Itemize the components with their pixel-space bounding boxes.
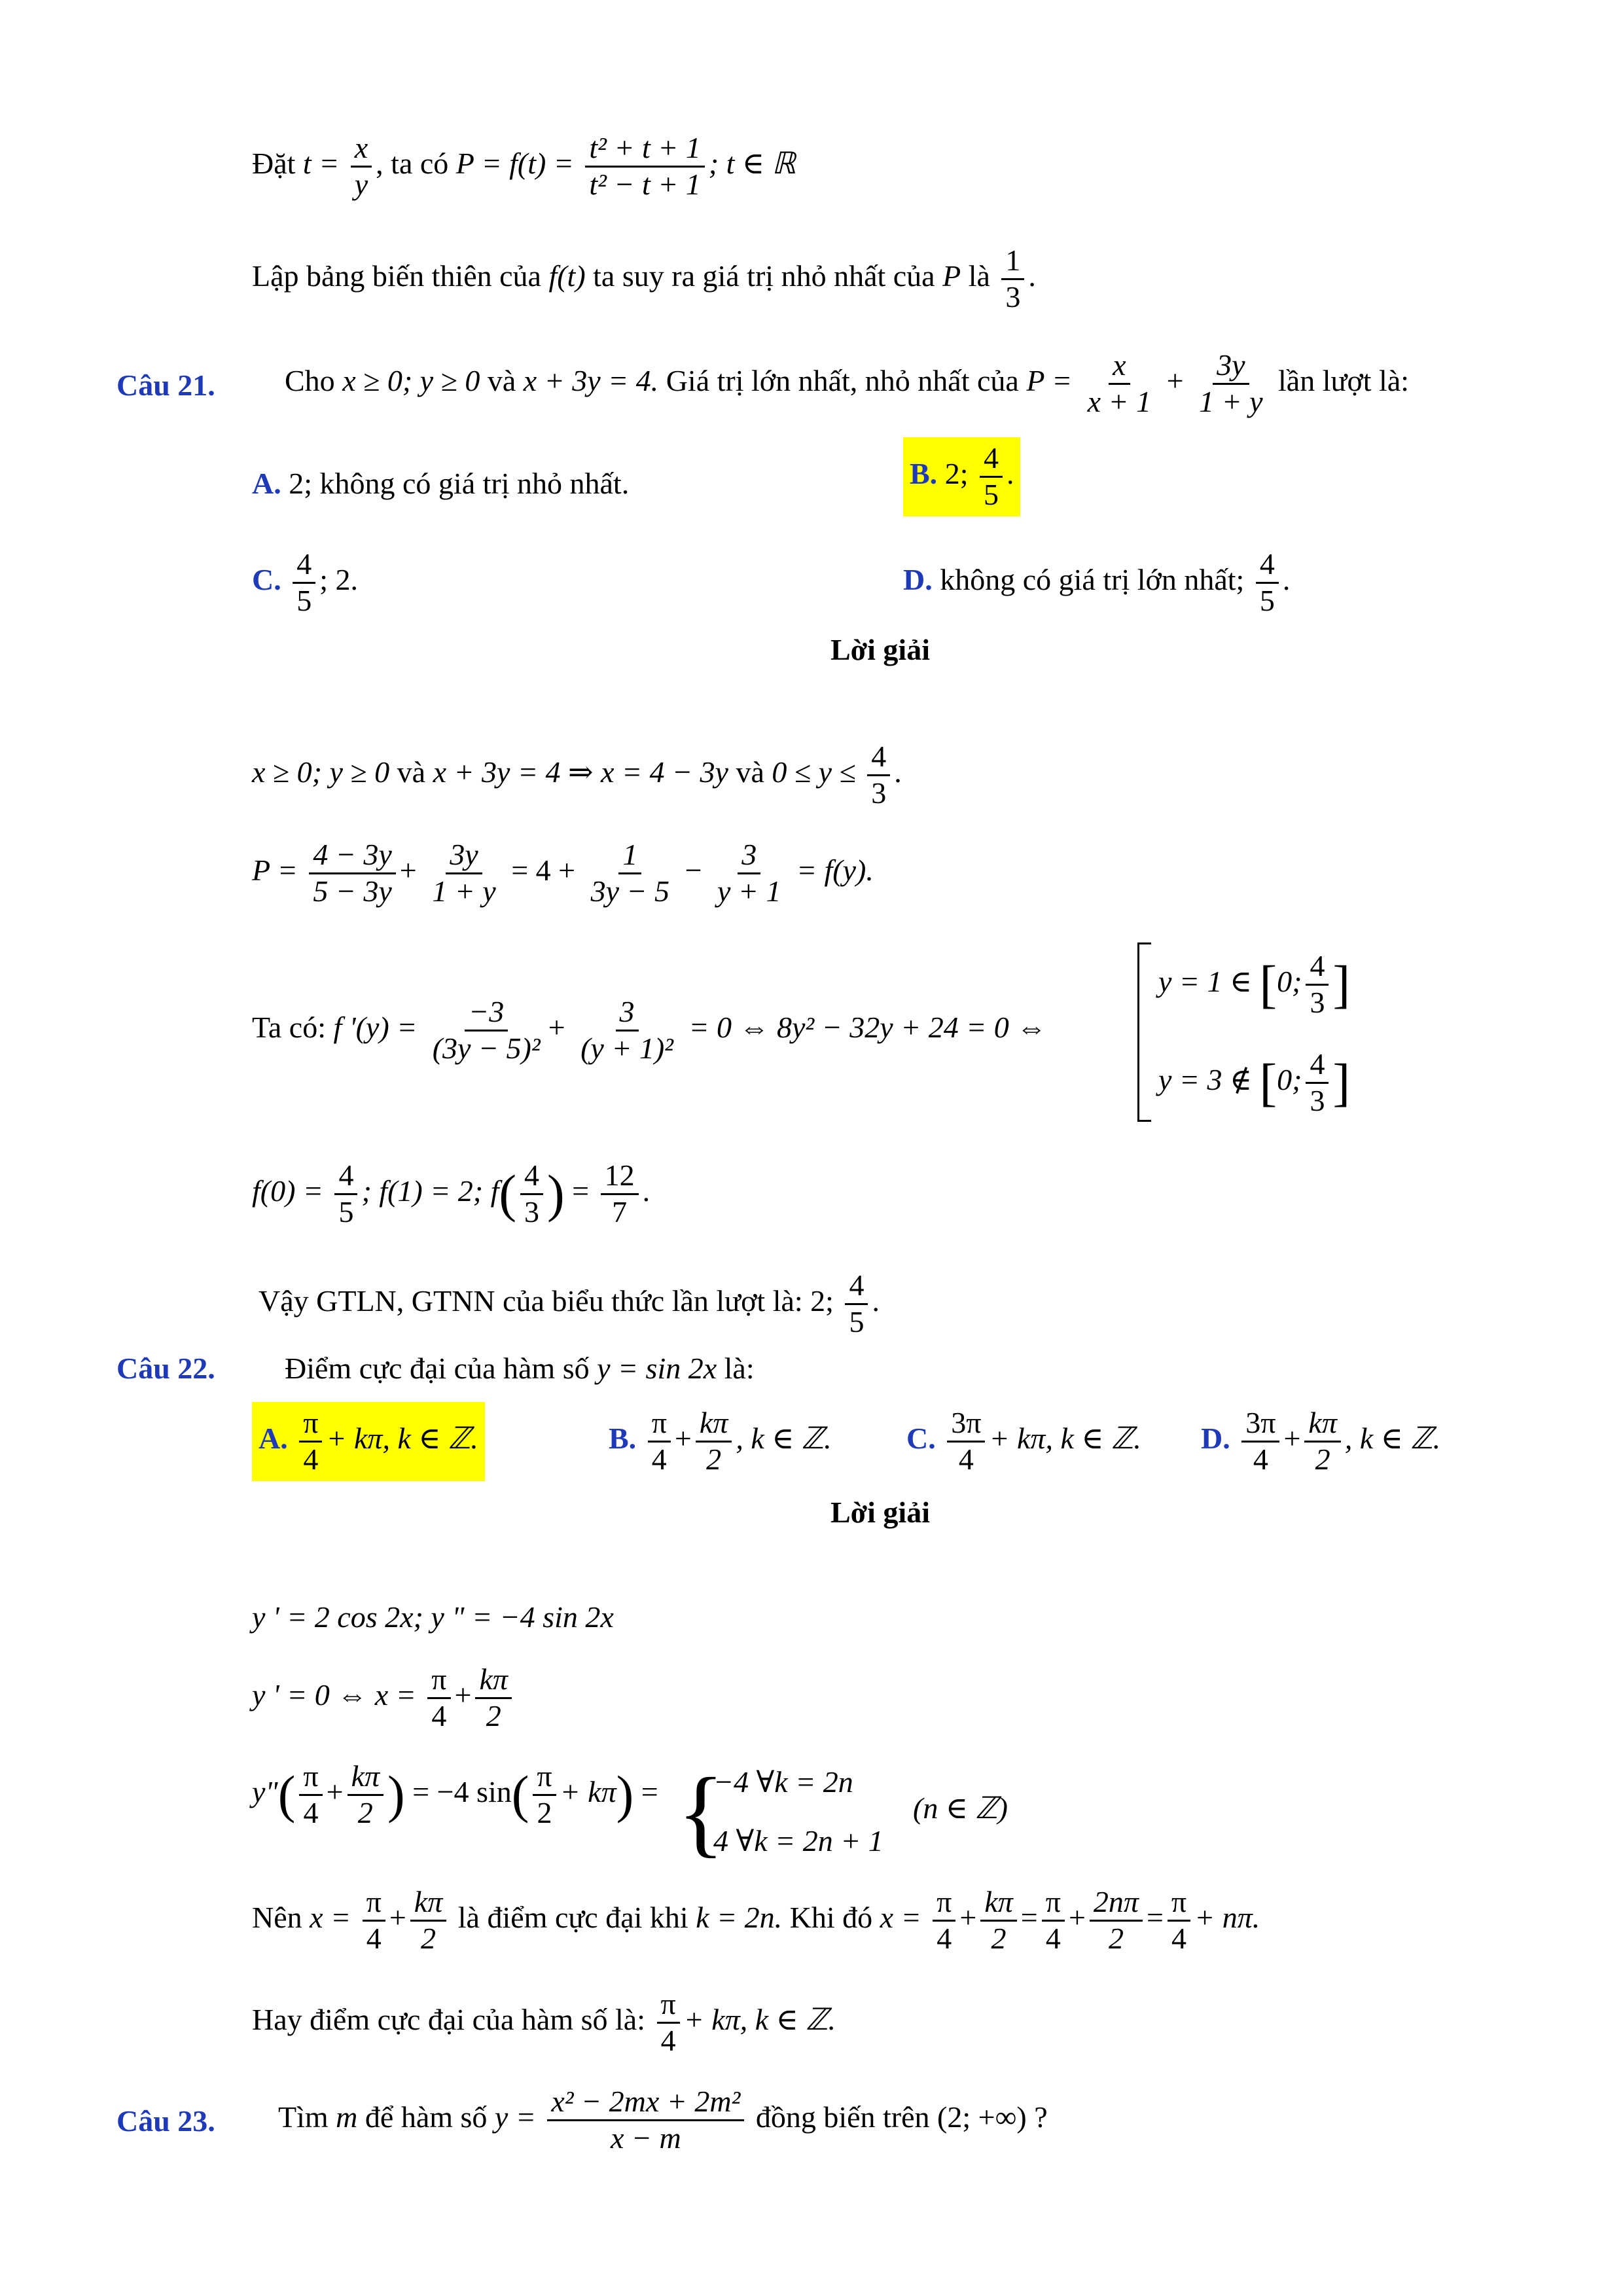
num: x xyxy=(351,131,372,168)
fraction xyxy=(363,1885,385,1956)
math: P = xyxy=(252,853,298,887)
q21-conclusion: Vậy GTLN, GTNN của biểu thức lần lượt là: 2; $\frac{4}{5}$ . xyxy=(259,1268,880,1338)
q21-case-1 xyxy=(1158,949,1350,1020)
math: + kπ, k ∈ ℤ. xyxy=(683,2002,836,2036)
text: và xyxy=(487,363,516,397)
den: 2 xyxy=(1315,1442,1330,1476)
text: Lập bảng biến thiên của xyxy=(252,259,541,293)
option-text: , k ∈ ℤ. xyxy=(736,1421,832,1455)
num: kπ xyxy=(348,1759,383,1796)
den: 4 xyxy=(651,1442,667,1476)
den: 4 xyxy=(303,1795,319,1829)
den: 5 xyxy=(983,477,999,511)
fraction xyxy=(601,1158,639,1230)
q22-option-a-correct[interactable] xyxy=(252,1402,485,1481)
fraction xyxy=(1241,1406,1279,1477)
intro-line-2: Lập bảng biến thiên của f(t) ta suy ra giá trị nhỏ nhất của P là $\frac{1}{3}$ . xyxy=(252,243,1036,314)
num: 4 xyxy=(980,441,1003,478)
math: f(t) xyxy=(548,259,586,293)
q22-solution-line-3 xyxy=(252,1759,658,1831)
fraction xyxy=(933,1885,955,1956)
question-22-label: Câu 22. xyxy=(116,1352,215,1385)
text: Hay điểm cực đại của hàm số là: xyxy=(252,2002,645,2036)
interval-close: ] xyxy=(1332,1054,1351,1112)
q21-option-b-correct[interactable]: B. 2; $\frac{4}{5}$ . xyxy=(903,437,1020,516)
den: 4 xyxy=(958,1442,974,1476)
fraction xyxy=(1306,1047,1329,1119)
fraction xyxy=(845,1268,868,1340)
fraction-x-over-y xyxy=(351,131,372,202)
den: 3 xyxy=(1310,985,1325,1019)
option-label: A. xyxy=(252,467,281,500)
question-22-stem xyxy=(285,1354,755,1384)
num: π xyxy=(427,1662,450,1699)
den: 4 xyxy=(366,1921,382,1955)
math: m xyxy=(336,2100,358,2134)
num: 4 xyxy=(1306,949,1329,986)
num: 4 xyxy=(1306,1047,1329,1084)
paren-open: ( xyxy=(499,1165,516,1223)
den: 5 − 3y xyxy=(313,874,392,908)
den: t² − t + 1 xyxy=(589,167,701,201)
text: Cho xyxy=(285,363,335,397)
math: (2; +∞) ? xyxy=(937,2100,1048,2134)
q21-solution-title: Lời giải xyxy=(830,633,930,666)
den: 4 xyxy=(303,1442,319,1476)
num: 3π xyxy=(947,1406,985,1443)
fraction xyxy=(980,441,1003,512)
num: π xyxy=(1042,1885,1065,1922)
math: f '(y) = xyxy=(333,1010,418,1044)
option-label: D. xyxy=(1201,1421,1230,1455)
interval-open: [ xyxy=(1259,1054,1277,1112)
option-text: + kπ, k ∈ ℤ. xyxy=(989,1421,1141,1455)
interval-open: [ xyxy=(1259,956,1277,1014)
fraction xyxy=(1304,1406,1340,1477)
fraction xyxy=(1042,1885,1065,1956)
math: y = sin 2x xyxy=(597,1352,717,1385)
q21-solution-line-3: Ta có: f '(y) = $\frac{-3}{\text{(3y − 5)²}}$ + $\frac{3}{\text{(y + 1)²}}$ = 0 ⇔ 8y² − 32y + 24 = 0 ⇔ xyxy=(252,995,1047,1065)
option-text: 2; xyxy=(944,456,969,490)
text: Khi đó xyxy=(789,1900,873,1934)
fraction xyxy=(299,1406,322,1477)
option-text: không có giá trị lớn nhất; xyxy=(940,562,1245,596)
text: và xyxy=(397,755,426,789)
brace-icon: { xyxy=(677,1758,724,1867)
num: x² − 2mx + 2m² xyxy=(547,2085,744,2121)
fraction xyxy=(1195,348,1266,420)
fraction xyxy=(428,838,499,909)
text: là xyxy=(968,259,990,293)
num: t² + t + 1 xyxy=(585,131,704,168)
text: ta suy ra giá trị nhỏ nhất của xyxy=(593,259,935,293)
den: (y + 1)² xyxy=(580,1031,673,1065)
den: 3 xyxy=(524,1194,539,1229)
text: Đặt xyxy=(252,146,296,180)
fraction xyxy=(1168,1885,1190,1956)
num: 4 xyxy=(520,1158,543,1195)
num: kπ xyxy=(410,1885,446,1922)
num: 4 − 3y xyxy=(309,838,395,874)
num: 4 xyxy=(845,1268,868,1305)
q21-option-a[interactable] xyxy=(252,469,629,499)
den: 4 xyxy=(1253,1442,1268,1476)
q21-option-c[interactable] xyxy=(252,547,358,619)
question-21-stem xyxy=(285,348,1409,420)
den: 2 xyxy=(991,1921,1007,1955)
num: π xyxy=(648,1406,671,1443)
den: x − m xyxy=(611,2121,681,2155)
q21-solution-line-2: P = $\frac{4 - 3y}{5 - 3y}$ + $\frac{3y}{1 + y}$ = 4 + $\frac{1}{3y - 5}$ − $\frac{3}{y + 1}$ = f(y). xyxy=(252,838,874,908)
paren-open: ( xyxy=(277,1766,296,1824)
op: + xyxy=(1166,363,1184,397)
num: 4 xyxy=(1256,547,1279,584)
option-label: C. xyxy=(252,562,281,596)
den: 4 xyxy=(660,2023,676,2057)
op: + xyxy=(674,1421,692,1455)
text: , ta có xyxy=(376,146,449,180)
q22-option-b[interactable] xyxy=(609,1406,832,1477)
op: + xyxy=(1283,1421,1301,1455)
den: 5 xyxy=(296,583,312,617)
text: Điểm cực đại của hàm số xyxy=(285,1352,590,1385)
fraction-one-third xyxy=(1001,243,1024,315)
fraction xyxy=(334,1158,357,1230)
den: 5 xyxy=(1259,583,1275,617)
q21-case-2 xyxy=(1158,1047,1350,1119)
num: 4 xyxy=(334,1158,357,1195)
num: π xyxy=(363,1885,385,1922)
den: 2 xyxy=(1108,1921,1124,1955)
math: = −4 sin xyxy=(412,1774,512,1808)
fraction xyxy=(299,1759,322,1831)
option-label: A. xyxy=(259,1421,288,1455)
math: 0 ≤ y ≤ xyxy=(772,755,856,789)
math: = 0 ⇔ 8y² − 32y + 24 = 0 ⇔ xyxy=(688,1010,1047,1044)
num: π xyxy=(299,1759,322,1796)
math: x + 3y = 4 ⇒ x = 4 − 3y xyxy=(433,755,728,789)
option-text: + kπ, k ∈ ℤ. xyxy=(326,1421,478,1455)
math: y ' = 0 ⇔ x = xyxy=(252,1677,416,1712)
fraction xyxy=(293,547,315,619)
fraction xyxy=(348,1759,383,1831)
op: + xyxy=(454,1677,472,1712)
text: là: xyxy=(724,1352,755,1385)
question-23-stem xyxy=(278,2085,1048,2156)
fraction xyxy=(713,838,785,909)
math: y" xyxy=(252,1774,278,1808)
math: x ≥ 0; y ≥ 0 xyxy=(252,755,390,789)
paren-open: ( xyxy=(511,1766,529,1824)
den: x + 1 xyxy=(1087,384,1152,418)
text: Tìm xyxy=(278,2100,329,2134)
q22-option-c[interactable] xyxy=(906,1406,1141,1477)
num: 3y xyxy=(446,838,482,874)
den: 2 xyxy=(421,1921,437,1955)
num: π xyxy=(299,1406,322,1443)
den: 3 xyxy=(1310,1083,1325,1117)
q22-case-2: 4 ∀k = 2n + 1 xyxy=(713,1824,883,1857)
fraction xyxy=(947,1406,985,1477)
paren-close: ) xyxy=(616,1766,634,1824)
num: x xyxy=(1109,348,1130,385)
num: 4 xyxy=(867,740,890,776)
math: y = 1 ∈ xyxy=(1158,964,1253,998)
q22-solution-line-1: y ' = 2 cos 2x; y " = −4 sin 2x xyxy=(252,1600,614,1634)
den: y + 1 xyxy=(717,874,781,908)
math: + nπ. xyxy=(1194,1900,1260,1934)
fraction xyxy=(980,1885,1016,1956)
question-21-label: Câu 21. xyxy=(116,368,215,402)
num: kπ xyxy=(1304,1406,1340,1443)
math: = 4 + xyxy=(511,853,576,887)
num: 3y xyxy=(1213,348,1249,385)
math: f(0) = xyxy=(252,1174,323,1208)
op: = xyxy=(1020,1900,1038,1934)
fraction xyxy=(1256,547,1279,619)
fraction xyxy=(410,1885,446,1956)
den: 5 xyxy=(849,1304,865,1338)
num: 2nπ xyxy=(1090,1885,1143,1922)
den: 4 xyxy=(1045,1921,1061,1955)
text: để hàm số xyxy=(365,2100,488,2134)
fraction xyxy=(547,2085,744,2156)
num: 3 xyxy=(616,995,639,1031)
math: = f(y). xyxy=(796,853,874,887)
math: t = xyxy=(302,146,340,180)
fraction xyxy=(429,995,544,1066)
option-text: , k ∈ ℤ. xyxy=(1344,1421,1441,1455)
den: 2 xyxy=(357,1795,373,1829)
option-label: D. xyxy=(903,562,933,596)
intro-line-1 xyxy=(252,131,796,202)
den: 2 xyxy=(706,1442,722,1476)
den: 2 xyxy=(537,1795,552,1829)
num: 3π xyxy=(1241,1406,1279,1443)
math: x + 3y = 4. xyxy=(523,363,659,397)
text: Giá trị lớn nhất, nhỏ nhất của xyxy=(666,363,1019,397)
math: x = xyxy=(310,1900,351,1934)
den: y xyxy=(354,167,368,201)
den: 3y − 5 xyxy=(590,874,670,908)
text: đồng biến trên xyxy=(755,2100,930,2134)
q22-option-d[interactable] xyxy=(1201,1406,1440,1477)
num: 4 xyxy=(293,547,315,584)
q22-solution-title: Lời giải xyxy=(830,1496,930,1529)
text: Vậy GTLN, GTNN của biểu thức lần lượt là: 2; xyxy=(259,1283,834,1318)
q22-conclusion xyxy=(252,1987,836,2058)
fraction xyxy=(475,1662,511,1734)
text: lần lượt là: xyxy=(1278,363,1410,397)
option-label: B. xyxy=(609,1421,637,1455)
op: = xyxy=(1146,1900,1164,1934)
num: π xyxy=(657,1987,680,2024)
fraction-ft xyxy=(585,131,704,202)
question-23-label: Câu 23. xyxy=(116,2104,215,2138)
num: kπ xyxy=(980,1885,1016,1922)
op: + xyxy=(959,1900,977,1934)
num: −3 xyxy=(465,995,508,1031)
op: = xyxy=(641,1774,658,1808)
text: và xyxy=(736,755,764,789)
fraction xyxy=(577,995,677,1066)
q21-option-d[interactable]: D. không có giá trị lớn nhất; $\frac{4}{5}$ . xyxy=(903,547,1291,617)
math: y = xyxy=(494,2100,536,2134)
math: ; t ∈ ℝ xyxy=(708,146,796,180)
den: 1 + y xyxy=(432,874,496,908)
op: + xyxy=(1068,1900,1086,1934)
math: k = 2n. xyxy=(696,1900,783,1934)
num: π xyxy=(1168,1885,1190,1922)
num: 1 xyxy=(618,838,641,874)
op: + xyxy=(326,1774,344,1808)
den: 7 xyxy=(612,1194,628,1229)
num: kπ xyxy=(475,1662,511,1699)
text: Ta có: xyxy=(252,1010,327,1044)
text: là điểm cực đại khi xyxy=(457,1900,688,1934)
op: + xyxy=(389,1900,406,1934)
option-label: B. xyxy=(910,456,938,490)
den: 3 xyxy=(1005,279,1021,314)
den: 5 xyxy=(338,1194,354,1229)
q21-solution-line-4: f(0) = $\frac{4}{5}$ ; f(1) = 2; f( $\frac{4}{3}$ ) = $\frac{12}{7}$ . xyxy=(252,1158,651,1229)
den: (3y − 5)² xyxy=(432,1031,541,1065)
op: − xyxy=(685,853,702,887)
option-label: C. xyxy=(906,1421,936,1455)
den: 3 xyxy=(871,776,887,810)
case-bracket xyxy=(1137,942,1151,1122)
math: 0; xyxy=(1277,1062,1302,1096)
den: 4 xyxy=(936,1921,952,1955)
option-text: 2; không có giá trị nhỏ nhất. xyxy=(289,467,630,500)
num: 3 xyxy=(738,838,760,874)
q22-case-1: −4 ∀k = 2n xyxy=(713,1765,853,1799)
fraction xyxy=(657,1987,680,2058)
fraction xyxy=(587,838,673,909)
fraction xyxy=(696,1406,732,1477)
num: π xyxy=(533,1759,556,1796)
fraction xyxy=(1090,1885,1143,1956)
num: kπ xyxy=(696,1406,732,1443)
q22-solution-line-4 xyxy=(252,1885,1260,1956)
math: ; f(1) = 2; xyxy=(361,1174,484,1208)
math: P xyxy=(942,259,961,293)
text: Nên xyxy=(252,1900,302,1934)
option-text: ; 2. xyxy=(319,562,359,596)
op: = xyxy=(572,1174,590,1208)
den: 2 xyxy=(486,1698,501,1732)
num: π xyxy=(933,1885,955,1922)
q21-solution-line-1: x ≥ 0; y ≥ 0 và x + 3y = 4 ⇒ x = 4 − 3y và 0 ≤ y ≤ $\frac{4}{3}$ . xyxy=(252,740,902,810)
math: f xyxy=(490,1174,499,1208)
fraction xyxy=(533,1759,556,1831)
fraction xyxy=(427,1662,450,1734)
math: + kπ xyxy=(560,1774,616,1808)
math: x = xyxy=(880,1900,921,1934)
interval-close: ] xyxy=(1332,956,1351,1014)
q22-solution-line-2 xyxy=(252,1662,516,1734)
math: 0; xyxy=(1277,964,1302,998)
den: 4 xyxy=(431,1698,447,1732)
fraction xyxy=(520,1158,543,1230)
num: 1 xyxy=(1001,243,1024,280)
fraction xyxy=(867,740,890,811)
paren-close: ) xyxy=(547,1165,565,1223)
fraction xyxy=(648,1406,671,1477)
num: 12 xyxy=(601,1158,639,1195)
fraction xyxy=(309,838,395,909)
fraction xyxy=(1084,348,1155,420)
den: 4 xyxy=(1171,1921,1187,1955)
math: P = xyxy=(1026,363,1073,397)
math: x ≥ 0; y ≥ 0 xyxy=(342,363,480,397)
fraction xyxy=(1306,949,1329,1020)
q22-case-set: (n ∈ ℤ) xyxy=(913,1791,1008,1825)
den: 1 + y xyxy=(1199,384,1263,418)
paren-close: ) xyxy=(387,1766,405,1824)
math: y = 3 ∉ xyxy=(1158,1062,1253,1096)
math: P = f(t) = xyxy=(455,146,574,180)
